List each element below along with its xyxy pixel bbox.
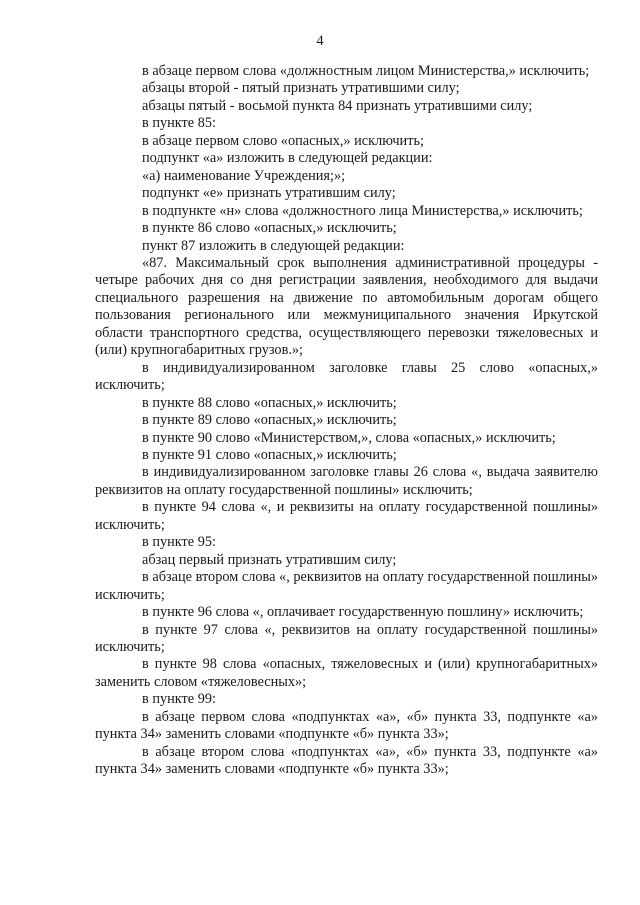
paragraph: в пункте 98 слова «опасных, тяжеловесных и (или) крупногабаритных» заменить словом «тяжеловесных»; (95, 656, 598, 690)
paragraph: в пункте 86 слово «опасных,» исключить; (142, 220, 397, 237)
paragraph: в индивидуализированном заголовке главы 25 слово «опасных,» исключить; (95, 359, 598, 394)
paragraph: «87. Максимальный срок выполнения административной процедуры - четыре рабочих дня со дня регистрации заявления, необходимого для выдачи специального разрешения на движение по автомобильным дорогам общего пользования регионального или межмуниципального значения Иркутской области транспортного средства, осуществляющего перевозки тяжеловесных и (или) крупногабаритных грузов.»; (95, 254, 598, 359)
paragraph: абзац первый признать утратившим силу; (142, 551, 397, 568)
paragraph: абзацы пятый - восьмой пункта 84 признать утратившими силу; (142, 97, 533, 114)
paragraph: в пункте 90 слово «Министерством,», слова «опасных,» исключить; (142, 429, 556, 446)
paragraph: в абзаце первом слова «подпунктах «а», «б» пункта 33, подпункте «а» пункта 34» заменить словами «подпункте «б» пункта 33»; (95, 708, 598, 743)
paragraph: «а) наименование Учреждения;»; (142, 167, 346, 184)
paragraph: в абзаце первом слово «опасных,» исключить; (142, 132, 424, 149)
paragraph: пункт 87 изложить в следующей редакции: (142, 237, 405, 254)
document-body (95, 63, 598, 779)
paragraph: в пункте 94 слова «, и реквизиты на оплату государственной пошлины» исключить; (95, 499, 598, 533)
paragraph: в пункте 91 слово «опасных,» исключить; (142, 446, 397, 463)
paragraph: в пункте 97 слова «, реквизитов на оплату государственной пошлины» исключить; (95, 621, 598, 655)
paragraph: в абзаце первом слова «должностным лицом Министерства,» исключить; (142, 63, 590, 79)
paragraph: в пункте 95: (142, 534, 216, 551)
paragraph: в индивидуализированном заголовке главы 26 слова «, выдача заявителю реквизитов на оплату государственной пошлины» исключить; (95, 464, 598, 498)
paragraph: в абзаце втором слова «, реквизитов на оплату государственной пошлины» исключить; (95, 569, 598, 603)
paragraph: в пункте 88 слово «опасных,» исключить; (142, 394, 397, 411)
paragraph: в пункте 99: (142, 691, 216, 708)
paragraph: в подпункте «н» слова «должностного лица Министерства,» исключить; (142, 202, 583, 219)
paragraph: в пункте 89 слово «опасных,» исключить; (142, 412, 397, 429)
paragraph: в абзаце втором слова «подпунктах «а», «б» пункта 33, подпункте «а» пункта 34» заменить словами «подпункте «б» пункта 33»; (95, 743, 598, 778)
page-number: 4 (316, 33, 324, 49)
paragraph: в пункте 96 слова «, оплачивает государственную пошлину» исключить; (142, 604, 584, 621)
paragraph: подпункт «е» признать утратившим силу; (142, 185, 396, 202)
paragraph: в пункте 85: (142, 115, 216, 132)
paragraph: подпункт «а» изложить в следующей редакции: (142, 150, 433, 167)
paragraph: абзацы второй - пятый признать утратившими силу; (142, 80, 460, 97)
